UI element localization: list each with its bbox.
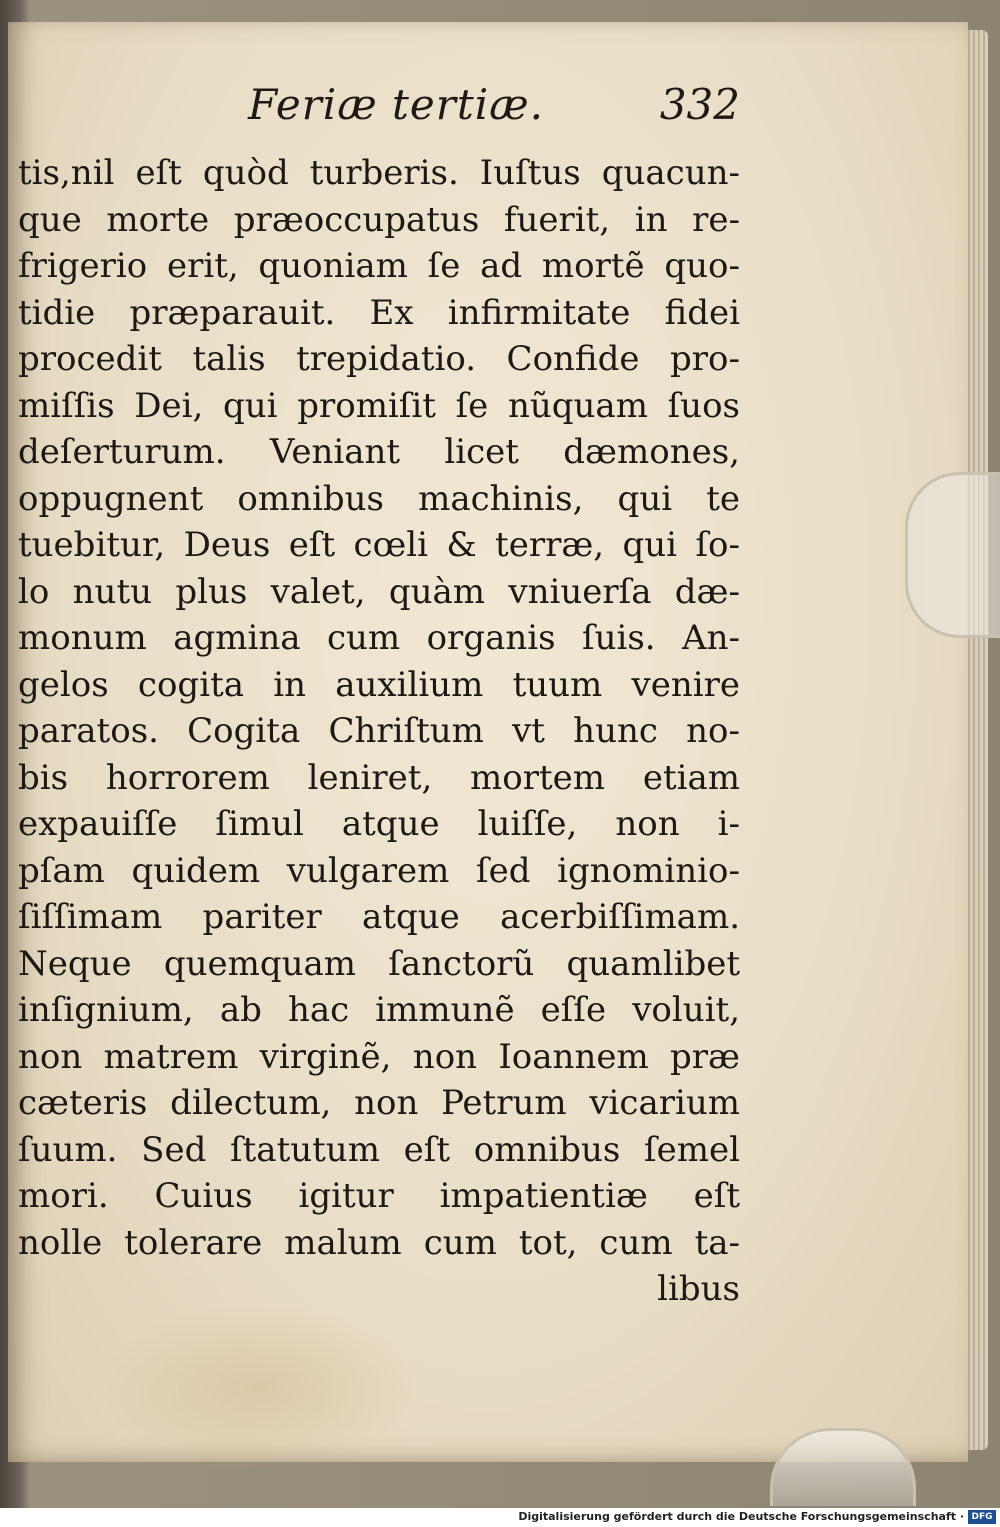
funding-credit: Digitalisierung gefördert durch die Deutsche Forschungsgemeinschaft · bbox=[518, 1510, 964, 1523]
text-line: miſſis Dei, qui promiſit ſe nũquam ſuos bbox=[18, 385, 740, 426]
text-line: paratos. Cogita Chriſtum vt hunc no- bbox=[18, 711, 740, 751]
page-clip-right bbox=[905, 472, 1000, 638]
text-line: inſignium, ab hac immunẽ eſſe voluit, bbox=[18, 990, 740, 1030]
paper-stain bbox=[98, 1302, 418, 1472]
text-line: que morte præoccupatus fuerit, in re- bbox=[18, 199, 740, 240]
text-line: pſam quidem vulgarem ſed ignominio- bbox=[18, 850, 740, 891]
text-line: Neque quemquam ſanctorũ quamlibet bbox=[18, 943, 740, 984]
text-line: deſerturum. Veniant licet dæmones, bbox=[18, 432, 740, 472]
text-line: expauiſſe ſimul atque luiſſe, non i- bbox=[18, 804, 740, 844]
text-line: bis horrorem leniret, mortem etiam bbox=[18, 757, 740, 798]
page-header bbox=[240, 80, 740, 140]
text-line: nolle tolerare malum cum tot, cum ta- bbox=[18, 1222, 740, 1263]
text-line: lo nutu plus valet, quàm vniuerſa dæ- bbox=[18, 571, 740, 612]
catchword: libus bbox=[657, 1269, 740, 1309]
text-line: tuebitur, Deus eſt cœli & terræ, qui ſo- bbox=[18, 525, 740, 565]
body-text bbox=[18, 150, 740, 1313]
page-number: 332 bbox=[659, 80, 740, 129]
running-head: Feriæ tertiæ. bbox=[248, 80, 544, 129]
text-line: frigerio erit, quoniam ſe ad mortẽ quo- bbox=[18, 246, 740, 286]
text-line: oppugnent omnibus machinis, qui te bbox=[18, 478, 740, 519]
digitization-footer bbox=[0, 1508, 1000, 1527]
text-line: tidie præparauit. Ex infirmitate fidei bbox=[18, 292, 740, 333]
text-line: gelos cogita in auxilium tuum venire bbox=[18, 664, 740, 705]
dfg-logo: DFG bbox=[968, 1510, 996, 1524]
text-line: cæteris dilectum, non Petrum vicarium bbox=[18, 1083, 740, 1123]
text-line: non matrem virginẽ, non Ioannem præ bbox=[18, 1036, 740, 1077]
text-line: monum agmina cum organis ſuis. An- bbox=[18, 618, 740, 658]
text-line: ſuum. Sed ſtatutum eſt omnibus ſemel bbox=[18, 1129, 740, 1170]
text-line: tis,nil eſt quòd turberis. Iuſtus quacun- bbox=[18, 153, 740, 193]
text-line: mori. Cuius igitur impatientiæ eſt bbox=[18, 1176, 740, 1216]
text-line: procedit talis trepidatio. Confide pro- bbox=[18, 339, 740, 379]
text-line: ſiſſimam pariter atque acerbiſſimam. bbox=[18, 897, 740, 937]
